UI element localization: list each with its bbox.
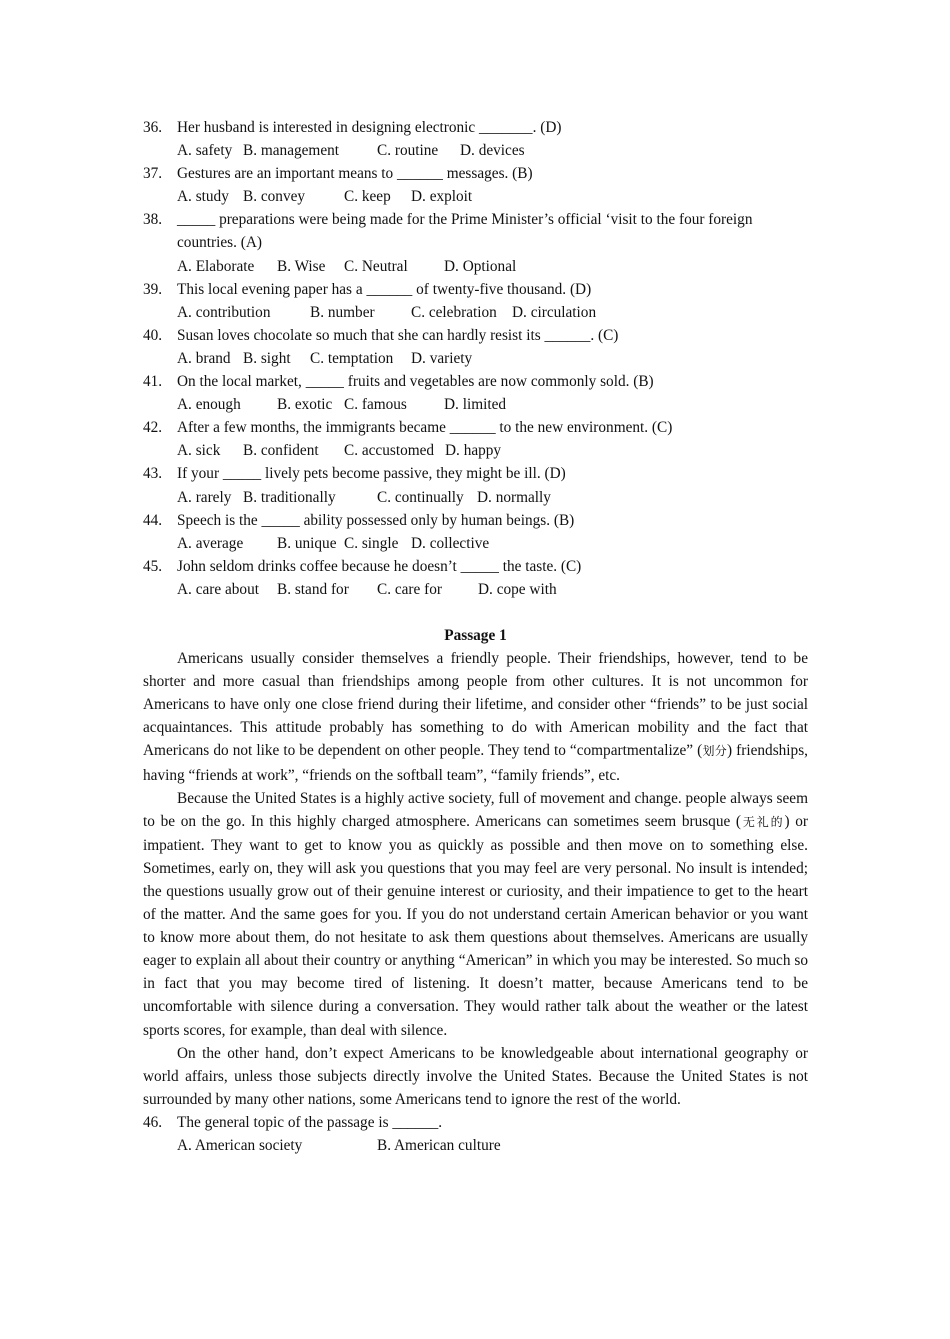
option-c: C. celebration xyxy=(411,303,497,321)
passage-paragraph-3: On the other hand, don’t expect Americans to be knowledgeable about international geography or world affairs, unless those subjects directly involve the United States. Because the United States is not surrounded by many other nations, some Americans tend to ignore the rest of the world. xyxy=(143,1044,808,1108)
option-c: C. accustomed xyxy=(344,442,435,460)
option-c: C. famous xyxy=(344,396,407,414)
option-a: A. safety xyxy=(177,142,233,160)
paragraph-text: Americans usually consider themselves a friendly people. Their friendships, however, tend to be shorter and more casual than friendships among people from other cultures. It is not uncommon for Americans to have only one close friend during their lifetime, and consider other “friends” to be just social acquaintances. This attitude probably has something to do with American mobility and the fact that Americans do not like to be dependent on other people. They tend to “compartmentalize” ( xyxy=(143,650,808,760)
question-40 xyxy=(143,324,808,347)
option-b: B. convey xyxy=(243,188,306,206)
question-stem: John seldom drinks coffee because he doesn’t _____ the taste. (C) xyxy=(177,557,582,575)
question-stem: _____ preparations were being made for the Prime Minister’s official ‘visit to the four foreign countries. (A) xyxy=(177,211,753,252)
option-a: A. rarely xyxy=(177,488,232,506)
question-46-options xyxy=(143,1134,808,1157)
question-36 xyxy=(143,116,808,139)
question-stem: On the local market, _____ fruits and vegetables are now commonly sold. (B) xyxy=(177,373,654,391)
passage-paragraph-1 xyxy=(143,647,808,787)
option-d: D. Optional xyxy=(444,257,517,275)
question-46 xyxy=(143,1111,808,1134)
question-37 xyxy=(143,162,808,185)
option-d: D. exploit xyxy=(411,188,473,206)
option-d: D. devices xyxy=(460,142,525,160)
question-stem: Gestures are an important means to ______ messages. (B) xyxy=(177,165,533,183)
document-page xyxy=(143,116,808,1157)
paragraph-text: Because the United States is a highly active society, full of movement and change. people always seem to be on the go. In this highly charged atmosphere. Americans can sometimes seem brusque ( xyxy=(143,789,808,830)
chinese-gloss: 无礼的 xyxy=(741,814,785,829)
question-number: 38. xyxy=(143,211,163,229)
option-a: A. sick xyxy=(177,442,221,460)
question-38-options xyxy=(143,255,808,278)
question-39-options xyxy=(143,301,808,324)
option-b: B. number xyxy=(310,303,375,321)
option-c: C. single xyxy=(344,534,399,552)
option-b: B. sight xyxy=(243,349,291,367)
option-c: C. routine xyxy=(377,142,439,160)
question-number: 39. xyxy=(143,280,163,298)
option-c: C. care for xyxy=(377,580,442,598)
option-c: C. continually xyxy=(377,488,464,506)
option-d: D. limited xyxy=(444,396,507,414)
option-d: D. circulation xyxy=(512,303,597,321)
option-c: C. Neutral xyxy=(344,257,408,275)
paragraph-text: ) or impatient. They want to get to know you as quickly as possible and then move on to something else. Sometimes, early on, they will ask you questions that you may feel are very personal. No insult is intended; the questions usually grow out of their genuine interest or curiosity, and their impatience to get to the heart of the matter. And the same goes for you. If you do not understand certain American behavior or you want to know more about them, do not hesitate to ask them questions about themselves. Americans are usually eager to explain all about their country or anything “American” in which you may be interested. So much so in fact that you may become tired of listening. It doesn’t matter, because Americans tend to be uncomfortable with silence during a conversation. They would rather talk about the weather or the latest sports scores, for example, than deal with silence. xyxy=(143,812,808,1039)
chinese-gloss: 划分 xyxy=(702,744,728,759)
option-a: A. contribution xyxy=(177,303,271,321)
question-number: 36. xyxy=(143,119,163,136)
option-b: B. unique xyxy=(277,534,337,552)
question-45 xyxy=(143,555,808,578)
question-44 xyxy=(143,509,808,532)
paragraph-text: ) friendships, having “friends at work”, “friends on the softball team”, “family friends”, etc. xyxy=(143,742,808,784)
option-b: B. management xyxy=(243,142,340,160)
question-38 xyxy=(143,208,808,254)
option-d: D. cope with xyxy=(478,580,557,598)
option-a: A. study xyxy=(177,188,229,206)
option-b: B. exotic xyxy=(277,396,333,414)
option-c: C. temptation xyxy=(310,349,394,367)
question-36-options xyxy=(143,139,808,162)
question-45-options xyxy=(143,578,808,601)
option-a: A. Elaborate xyxy=(177,257,255,275)
question-44-options xyxy=(143,532,808,555)
question-42-options xyxy=(143,439,808,462)
option-a: A. brand xyxy=(177,349,231,367)
question-stem: This local evening paper has a ______ of twenty-five thousand. (D) xyxy=(177,280,592,298)
option-a: A. care about xyxy=(177,580,259,598)
option-b: B. confident xyxy=(243,442,319,460)
question-37-options xyxy=(143,185,808,208)
question-41-options xyxy=(143,393,808,416)
question-number: 44. xyxy=(143,511,163,529)
option-a: A. American society xyxy=(177,1137,303,1155)
question-39 xyxy=(143,278,808,301)
passage-paragraph-2 xyxy=(143,787,808,1042)
option-a: A. enough xyxy=(177,396,241,414)
question-40-options xyxy=(143,347,808,370)
option-b: B. traditionally xyxy=(243,488,336,506)
option-d: D. happy xyxy=(445,442,502,460)
question-41 xyxy=(143,370,808,393)
question-43 xyxy=(143,462,808,485)
passage-title: Passage 1 xyxy=(444,626,507,644)
option-d: D. normally xyxy=(477,488,551,506)
question-42 xyxy=(143,416,808,439)
option-a: A. average xyxy=(177,534,244,552)
option-b: B. American culture xyxy=(377,1137,501,1155)
question-stem: If your _____ lively pets become passive, they might be ill. (D) xyxy=(177,465,566,483)
option-d: D. variety xyxy=(411,349,473,367)
question-stem: After a few months, the immigrants became ______ to the new environment. (C) xyxy=(177,419,673,437)
question-43-options xyxy=(143,486,808,509)
option-b: B. Wise xyxy=(277,257,326,275)
question-number: 45. xyxy=(143,557,163,575)
question-number: 40. xyxy=(143,326,163,344)
question-number: 42. xyxy=(143,419,163,437)
question-number: 46. xyxy=(143,1113,163,1131)
question-stem: The general topic of the passage is ______. xyxy=(177,1113,443,1131)
question-number: 37. xyxy=(143,165,163,183)
question-number: 41. xyxy=(143,373,163,391)
question-stem: Her husband is interested in designing electronic _______. (D) xyxy=(177,119,562,136)
option-b: B. stand for xyxy=(277,580,349,598)
option-c: C. keep xyxy=(344,188,391,206)
question-number: 43. xyxy=(143,465,163,483)
question-stem: Speech is the _____ ability possessed only by human beings. (B) xyxy=(177,511,575,529)
question-stem: Susan loves chocolate so much that she can hardly resist its ______. (C) xyxy=(177,326,619,344)
option-d: D. collective xyxy=(411,534,490,552)
